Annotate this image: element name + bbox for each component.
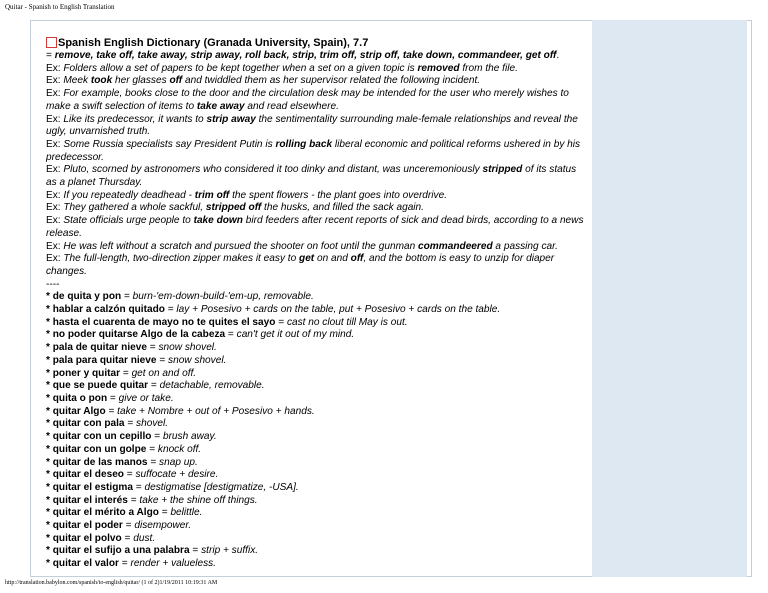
example-keyword: rolling back bbox=[275, 138, 333, 150]
phrase-spanish: * hablar a calzón quitado bbox=[46, 304, 165, 316]
phrase-english: knock off. bbox=[157, 443, 202, 455]
separator: ---- bbox=[46, 278, 60, 290]
phrase-spanish: * quitar Algo bbox=[46, 405, 106, 417]
phrase-line bbox=[46, 533, 586, 546]
example-keyword: stripped bbox=[482, 164, 523, 176]
phrase-separator: = bbox=[105, 405, 118, 417]
example-keyword: off bbox=[350, 253, 364, 265]
phrase-line bbox=[46, 558, 586, 571]
footer-url: http://translation.babylon.com/spanish/to-english/quitar/ (1 of 2)1/19/2011 10:19:31 AM bbox=[5, 580, 218, 586]
phrase-english: lay + Posesivo + cards on the table, put + Posesivo + cards on the table. bbox=[176, 304, 501, 316]
example-line bbox=[46, 190, 586, 203]
example-keyword: removed bbox=[417, 62, 460, 74]
example-prefix: Ex: bbox=[46, 215, 64, 227]
example-text: her glasses bbox=[112, 75, 170, 87]
phrase-english: disempower. bbox=[134, 520, 192, 532]
phrase-english: snap up. bbox=[159, 456, 198, 468]
phrase-line bbox=[46, 291, 586, 304]
phrase-spanish: * quitar de las manos bbox=[46, 456, 148, 468]
phrase-line bbox=[46, 304, 586, 317]
phrase-separator: = bbox=[164, 304, 177, 316]
phrase-separator: = bbox=[225, 329, 237, 341]
example-prefix: Ex: bbox=[46, 75, 64, 87]
phrase-separator: = bbox=[158, 507, 171, 519]
phrase-english: render + valueless. bbox=[130, 558, 217, 570]
example-text: He was left without a scratch and pursued the shooter on foot until the gunman bbox=[63, 240, 419, 252]
phrase-english: burn-'em-down-build-'em-up, removable. bbox=[132, 291, 314, 303]
phrase-spanish: * quitar el valor bbox=[46, 558, 119, 570]
phrase-separator: = bbox=[107, 392, 119, 404]
example-keyword: strip away bbox=[206, 113, 256, 125]
example-line bbox=[46, 202, 586, 215]
phrase-spanish: * quitar el deseo bbox=[46, 469, 124, 481]
example-line bbox=[46, 241, 586, 254]
example-text: from the file. bbox=[459, 62, 518, 74]
phrase-line bbox=[46, 329, 586, 342]
phrase-separator: = bbox=[120, 367, 132, 379]
example-line bbox=[46, 88, 586, 113]
phrase-separator: = bbox=[146, 443, 158, 455]
phrase-spanish: * que se puede quitar bbox=[46, 380, 149, 392]
example-text: of its status as a planet Thursday. bbox=[46, 164, 577, 189]
example-text: on and bbox=[314, 253, 351, 265]
example-line bbox=[46, 164, 586, 189]
phrase-english: strip + suffix. bbox=[201, 545, 259, 557]
phrase-spanish: * pala para quitar nieve bbox=[46, 354, 157, 366]
example-keyword: commandeered bbox=[418, 240, 493, 252]
example-text: bird feeders after recent reports of sick and dead birds, according to a news release. bbox=[46, 215, 584, 239]
phrase-line bbox=[46, 444, 586, 457]
phrase-line bbox=[46, 482, 586, 495]
example-keyword: stripped off bbox=[205, 202, 262, 214]
example-prefix: Ex: bbox=[46, 138, 64, 150]
phrase-english: cast no clout till May is out. bbox=[286, 316, 408, 328]
entry-title-row bbox=[46, 36, 586, 50]
example-line bbox=[46, 215, 586, 240]
phrase-separator: = bbox=[146, 342, 159, 354]
example-text: State officials urge people to bbox=[63, 215, 194, 227]
example-keyword: took bbox=[90, 75, 113, 87]
entry-title: Spanish English Dictionary (Granada University, Spain), 7.7 bbox=[58, 37, 369, 49]
example-line bbox=[46, 63, 586, 76]
phrase-line bbox=[46, 418, 586, 431]
example-text: Some Russia specialists say President Putin is bbox=[63, 138, 276, 150]
phrase-spanish: * no poder quitarse Algo de la cabeza bbox=[46, 329, 226, 341]
example-text: For example, books close to the door and the circulation desk may be intended for the user who merely wishes to make a swift selection of items to bbox=[46, 88, 569, 112]
phrase-spanish: * de quita y pon bbox=[46, 291, 122, 303]
example-text: Meek bbox=[63, 75, 91, 87]
example-prefix: Ex: bbox=[46, 253, 64, 265]
phrase-spanish: * hasta el cuarenta de mayo no te quites el sayo bbox=[46, 316, 276, 328]
phrase-spanish: * pala de quitar nieve bbox=[46, 342, 147, 354]
phrase-separator: = bbox=[275, 316, 287, 328]
phrase-spanish: * quitar el estigma bbox=[46, 481, 133, 493]
definition-prefix: = bbox=[46, 50, 55, 61]
phrase-english: dust. bbox=[133, 532, 156, 544]
example-text: They gathered a whole sackful, bbox=[63, 202, 206, 214]
phrases-list bbox=[46, 291, 586, 570]
phrase-english: brush away. bbox=[162, 431, 217, 443]
example-prefix: Ex: bbox=[46, 164, 64, 176]
phrase-separator: = bbox=[151, 431, 163, 443]
example-keyword: trim off bbox=[194, 189, 230, 201]
phrase-separator: = bbox=[123, 469, 136, 481]
phrase-line bbox=[46, 355, 586, 368]
example-text: Pluto, scorned by astronomers who considered it too dinky and distant, was unceremoniously bbox=[63, 164, 483, 176]
phrase-line bbox=[46, 342, 586, 355]
phrase-line bbox=[46, 495, 586, 508]
phrase-english: can't get it out of my mind. bbox=[236, 329, 355, 341]
phrase-line bbox=[46, 507, 586, 520]
phrase-line bbox=[46, 545, 586, 558]
example-line bbox=[46, 253, 586, 278]
dictionary-entry bbox=[46, 36, 586, 574]
example-text: and twiddled them as her supervisor related the following incident. bbox=[182, 75, 481, 87]
phrase-line bbox=[46, 393, 586, 406]
phrase-spanish: * quitar el polvo bbox=[46, 532, 122, 544]
phrase-line bbox=[46, 406, 586, 419]
example-text: If you repeatedly deadhead - bbox=[63, 189, 195, 201]
example-line bbox=[46, 139, 586, 164]
example-line bbox=[46, 75, 586, 88]
phrase-spanish: * quita o pon bbox=[46, 392, 108, 404]
phrase-english: suffocate + desire. bbox=[135, 469, 219, 481]
phrase-line bbox=[46, 520, 586, 533]
phrase-spanish: * quitar con pala bbox=[46, 418, 125, 430]
page-header: Quitar - Spanish to English Translation bbox=[5, 3, 115, 11]
phrase-separator: = bbox=[132, 481, 145, 493]
example-text: the sentimentality surrounding male-female relationships and reveal the ugly, unvarnished truth. bbox=[46, 113, 578, 138]
phrase-separator: = bbox=[124, 418, 137, 430]
phrase-line bbox=[46, 431, 586, 444]
definition-text: remove, take off, take away, strip away, roll back, strip, trim off, strip off, take down, commandeer, get off bbox=[54, 50, 557, 61]
example-keyword: take down bbox=[193, 215, 243, 227]
phrase-line bbox=[46, 380, 586, 393]
phrase-separator: = bbox=[121, 291, 133, 303]
example-prefix: Ex: bbox=[46, 113, 64, 125]
phrase-english: snow shovel. bbox=[168, 354, 227, 366]
phrase-separator: = bbox=[147, 456, 160, 468]
example-line bbox=[46, 114, 586, 139]
phrase-spanish: * quitar con un cepillo bbox=[46, 431, 152, 443]
example-prefix: Ex: bbox=[46, 189, 64, 201]
phrase-line bbox=[46, 368, 586, 381]
phrase-separator: = bbox=[118, 558, 131, 570]
example-text: the husks, and filled the sack again. bbox=[261, 202, 424, 214]
phrase-spanish: * quitar el poder bbox=[46, 520, 123, 532]
example-keyword: off bbox=[169, 75, 183, 87]
example-text: Folders allow a set of papers to be kept together when a set on a given topic is bbox=[63, 62, 418, 74]
example-text: liberal economic and political reforms ushered in by his predecessor. bbox=[46, 138, 581, 163]
example-text: and read elsewhere. bbox=[244, 100, 339, 112]
example-text: a passing car. bbox=[492, 240, 558, 252]
phrase-english: take + the shine off things. bbox=[139, 494, 258, 506]
example-prefix: Ex: bbox=[46, 62, 64, 74]
phrase-english: give or take. bbox=[118, 392, 174, 404]
phrase-separator: = bbox=[156, 354, 169, 366]
phrase-english: detachable, removable. bbox=[159, 380, 265, 392]
phrase-separator: = bbox=[189, 545, 202, 557]
phrase-separator: = bbox=[122, 520, 135, 532]
example-prefix: Ex: bbox=[46, 202, 64, 214]
phrase-english: belittle. bbox=[170, 507, 203, 519]
phrase-english: get on and off. bbox=[131, 367, 197, 379]
definition-line bbox=[46, 50, 586, 63]
phrase-spanish: * quitar con un golpe bbox=[46, 443, 147, 455]
examples-list bbox=[46, 63, 586, 279]
example-text: The full-length, two-direction zipper makes it easy to bbox=[63, 253, 300, 265]
example-keyword: get bbox=[299, 253, 315, 265]
phrase-spanish: * quitar el interés bbox=[46, 494, 128, 506]
example-text: the spent flowers - the plant goes into overdrive. bbox=[229, 189, 447, 201]
definition-end: . bbox=[556, 50, 560, 61]
phrase-english: shovel. bbox=[136, 418, 169, 430]
phrase-separator: = bbox=[148, 380, 160, 392]
phrase-english: destigmatise [destigmatize, -USA]. bbox=[144, 481, 299, 493]
right-sidebar bbox=[592, 20, 747, 577]
example-prefix: Ex: bbox=[46, 240, 64, 252]
phrase-spanish: * poner y quitar bbox=[46, 367, 121, 379]
checkbox[interactable] bbox=[46, 37, 57, 48]
phrase-line bbox=[46, 457, 586, 470]
phrase-separator: = bbox=[121, 532, 134, 544]
phrase-english: snow shovel. bbox=[158, 342, 217, 354]
phrase-spanish: * quitar el mérito a Algo bbox=[46, 507, 159, 519]
example-text: Like its predecessor, it wants to bbox=[63, 113, 207, 125]
example-text: , and the bottom is easy to unzip for diaper changes. bbox=[46, 253, 555, 277]
example-keyword: take away bbox=[196, 100, 245, 112]
example-prefix: Ex: bbox=[46, 88, 64, 100]
phrase-separator: = bbox=[127, 494, 140, 506]
phrase-line bbox=[46, 317, 586, 330]
phrase-line bbox=[46, 469, 586, 482]
phrase-english: take + Nombre + out of + Posesivo + hands. bbox=[117, 405, 315, 417]
phrase-spanish: * quitar el sufijo a una palabra bbox=[46, 545, 190, 557]
